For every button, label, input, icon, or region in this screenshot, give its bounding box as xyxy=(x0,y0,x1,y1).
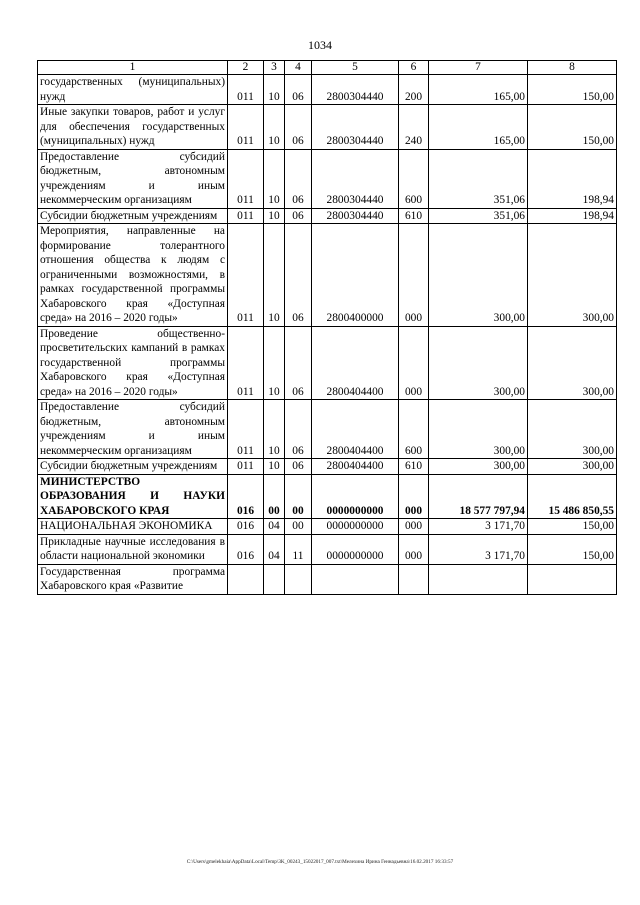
column-header: 1 xyxy=(38,61,228,75)
column-header: 2 xyxy=(228,61,264,75)
amount-year-2: 300,00 xyxy=(528,224,617,327)
table-row xyxy=(38,326,617,400)
subsection-code: 06 xyxy=(285,224,312,327)
page-number: 1034 xyxy=(308,38,332,52)
admin-code: 011 xyxy=(228,75,264,105)
row-name: Мероприятия, направленные на формирование толерантного отношения общества к людям с ограниченными возможностями, в рамках государственной программы Хабаровского края «Доступная среда» на 2016 – 2020 годы» xyxy=(38,224,228,327)
table-header-row xyxy=(38,61,617,75)
amount-year-2: 300,00 xyxy=(528,459,617,475)
row-name: Государственная программа Хабаровского края «Развитие xyxy=(38,564,228,594)
admin-code: 016 xyxy=(228,474,264,519)
amount-year-2 xyxy=(528,564,617,594)
section-code: 04 xyxy=(264,534,285,564)
expense-type-code: 600 xyxy=(399,149,429,208)
admin-code: 016 xyxy=(228,519,264,535)
table-row xyxy=(38,564,617,594)
expense-type-code: 000 xyxy=(399,326,429,400)
amount-year-2: 300,00 xyxy=(528,326,617,400)
amount-year-1: 300,00 xyxy=(429,326,528,400)
column-header: 8 xyxy=(528,61,617,75)
table-row xyxy=(38,224,617,327)
target-article-code: 2800304440 xyxy=(312,75,399,105)
expense-type-code: 240 xyxy=(399,105,429,150)
target-article-code xyxy=(312,564,399,594)
admin-code: 011 xyxy=(228,459,264,475)
admin-code: 011 xyxy=(228,208,264,224)
subsection-code: 00 xyxy=(285,474,312,519)
subsection-code: 06 xyxy=(285,459,312,475)
amount-year-2: 198,94 xyxy=(528,149,617,208)
table-row xyxy=(38,519,617,535)
subsection-code: 06 xyxy=(285,326,312,400)
amount-year-1: 165,00 xyxy=(429,75,528,105)
amount-year-1: 3 171,70 xyxy=(429,534,528,564)
column-header: 5 xyxy=(312,61,399,75)
table-row xyxy=(38,105,617,150)
admin-code xyxy=(228,564,264,594)
table-row xyxy=(38,149,617,208)
section-code: 10 xyxy=(264,326,285,400)
expense-type-code: 000 xyxy=(399,534,429,564)
admin-code: 011 xyxy=(228,149,264,208)
admin-code: 011 xyxy=(228,326,264,400)
admin-code: 011 xyxy=(228,400,264,459)
subsection-code: 06 xyxy=(285,208,312,224)
section-code: 10 xyxy=(264,459,285,475)
amount-year-1: 18 577 797,94 xyxy=(429,474,528,519)
section-code: 04 xyxy=(264,519,285,535)
target-article-code: 2800304440 xyxy=(312,105,399,150)
subsection-code: 06 xyxy=(285,149,312,208)
amount-year-1: 300,00 xyxy=(429,400,528,459)
subsection-code: 11 xyxy=(285,534,312,564)
row-name: НАЦИОНАЛЬНАЯ ЭКОНОМИКА xyxy=(38,519,228,535)
amount-year-2: 150,00 xyxy=(528,105,617,150)
section-code xyxy=(264,564,285,594)
file-path-footer: C:\Users\gmelekhaia\AppData\Local\Temp\3K_00243_15022017_007.txt\Мелехина Ирина Геннадьевна\16.02.2017 16:33:57 xyxy=(186,859,454,865)
target-article-code: 2800304440 xyxy=(312,149,399,208)
target-article-code: 2800304440 xyxy=(312,208,399,224)
amount-year-1: 351,06 xyxy=(429,149,528,208)
column-header: 4 xyxy=(285,61,312,75)
section-code: 10 xyxy=(264,208,285,224)
admin-code: 011 xyxy=(228,224,264,327)
target-article-code: 2800404400 xyxy=(312,459,399,475)
table-row xyxy=(38,474,617,519)
expense-type-code: 610 xyxy=(399,459,429,475)
column-header: 7 xyxy=(429,61,528,75)
table-row xyxy=(38,400,617,459)
subsection-code: 06 xyxy=(285,400,312,459)
row-name: Субсидии бюджетным учреждениям xyxy=(38,459,228,475)
row-name: Проведение общественно-просветительских кампаний в рамках государственной программы Хабаровского края «Доступная среда» на 2016 – 2020 годы» xyxy=(38,326,228,400)
row-name: Предоставление субсидий бюджетным, автономным учреждениям и иным некоммерческим организациям xyxy=(38,149,228,208)
amount-year-1 xyxy=(429,564,528,594)
target-article-code: 2800404400 xyxy=(312,400,399,459)
target-article-code: 0000000000 xyxy=(312,519,399,535)
expense-type-code: 000 xyxy=(399,519,429,535)
row-name: Субсидии бюджетным учреждениям xyxy=(38,208,228,224)
subsection-code xyxy=(285,564,312,594)
amount-year-1: 3 171,70 xyxy=(429,519,528,535)
target-article-code: 0000000000 xyxy=(312,534,399,564)
column-header: 3 xyxy=(264,61,285,75)
table-row xyxy=(38,459,617,475)
table-row xyxy=(38,75,617,105)
budget-table xyxy=(37,60,617,595)
section-code: 00 xyxy=(264,474,285,519)
row-name: Иные закупки товаров, работ и услуг для обеспечения государственных (муниципальных) нужд xyxy=(38,105,228,150)
amount-year-1: 300,00 xyxy=(429,459,528,475)
expense-type-code: 600 xyxy=(399,400,429,459)
amount-year-1: 300,00 xyxy=(429,224,528,327)
row-name: Предоставление субсидий бюджетным, автономным учреждениям и иным некоммерческим организациям xyxy=(38,400,228,459)
admin-code: 016 xyxy=(228,534,264,564)
subsection-code: 00 xyxy=(285,519,312,535)
amount-year-2: 198,94 xyxy=(528,208,617,224)
section-code: 10 xyxy=(264,105,285,150)
target-article-code: 0000000000 xyxy=(312,474,399,519)
row-name: МИНИСТЕРСТВО ОБРАЗОВАНИЯ И НАУКИ ХАБАРОВСКОГО КРАЯ xyxy=(38,474,228,519)
section-code: 10 xyxy=(264,149,285,208)
expense-type-code: 000 xyxy=(399,474,429,519)
expense-type-code: 610 xyxy=(399,208,429,224)
section-code: 10 xyxy=(264,400,285,459)
amount-year-2: 300,00 xyxy=(528,400,617,459)
expense-type-code: 000 xyxy=(399,224,429,327)
section-code: 10 xyxy=(264,224,285,327)
subsection-code: 06 xyxy=(285,75,312,105)
column-header: 6 xyxy=(399,61,429,75)
expense-type-code xyxy=(399,564,429,594)
subsection-code: 06 xyxy=(285,105,312,150)
amount-year-1: 351,06 xyxy=(429,208,528,224)
expense-type-code: 200 xyxy=(399,75,429,105)
target-article-code: 2800400000 xyxy=(312,224,399,327)
row-name: Прикладные научные исследования в области национальной экономики xyxy=(38,534,228,564)
amount-year-1: 165,00 xyxy=(429,105,528,150)
amount-year-2: 150,00 xyxy=(528,75,617,105)
table-row xyxy=(38,534,617,564)
amount-year-2: 15 486 850,55 xyxy=(528,474,617,519)
amount-year-2: 150,00 xyxy=(528,534,617,564)
row-name: государственных (муниципальных) нужд xyxy=(38,75,228,105)
table-row xyxy=(38,208,617,224)
target-article-code: 2800404400 xyxy=(312,326,399,400)
amount-year-2: 150,00 xyxy=(528,519,617,535)
section-code: 10 xyxy=(264,75,285,105)
admin-code: 011 xyxy=(228,105,264,150)
